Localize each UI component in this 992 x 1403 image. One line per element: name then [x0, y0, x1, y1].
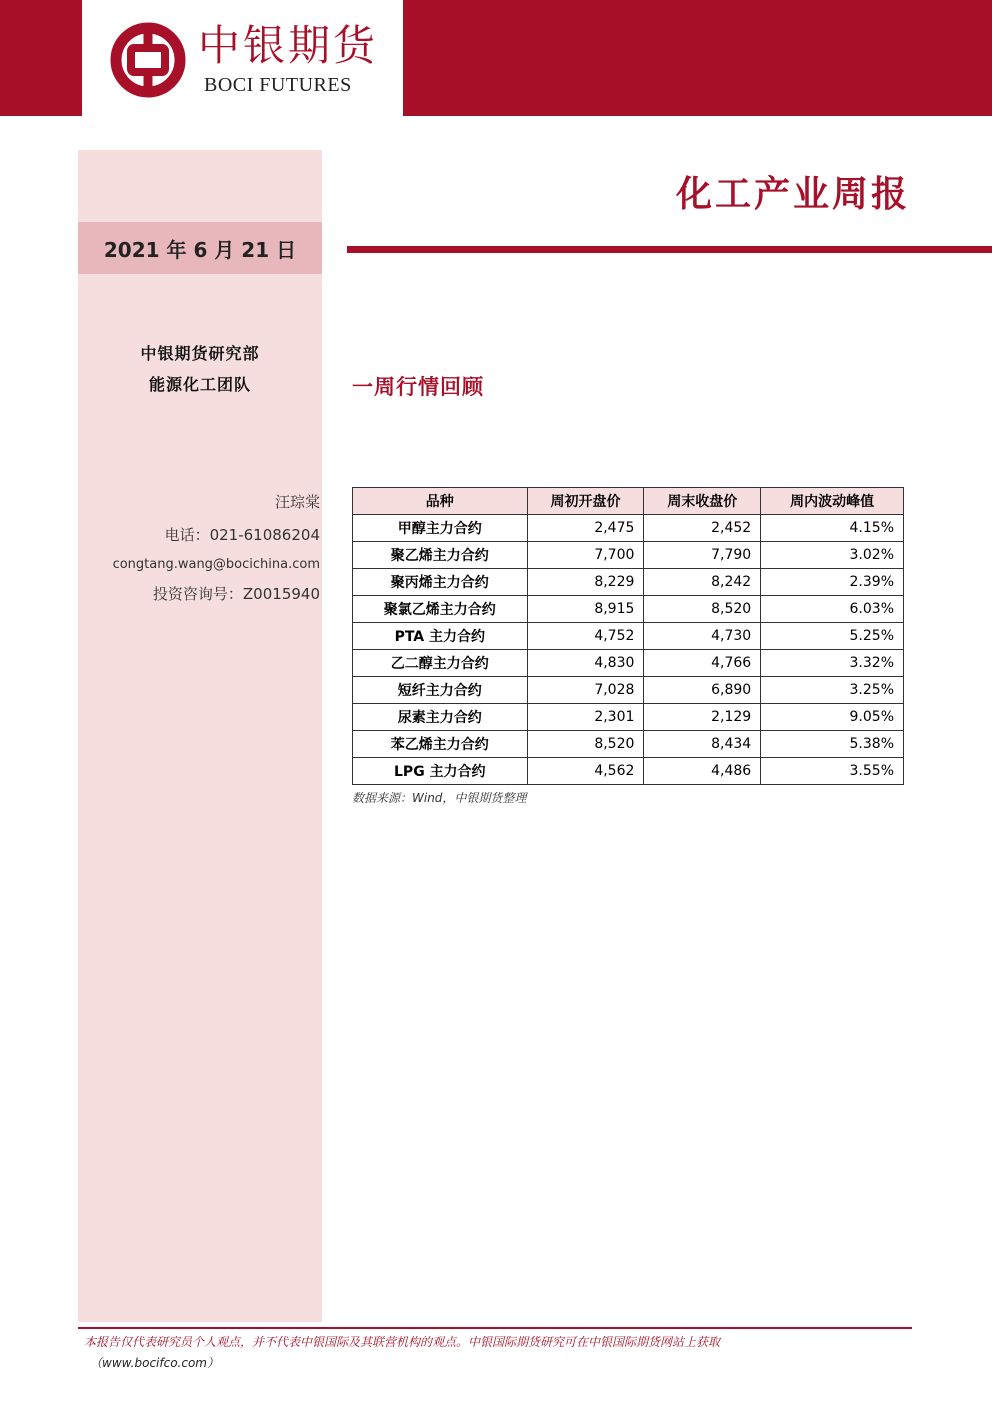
contract-name: 甲醇主力合约 — [353, 515, 528, 542]
table-header-row — [353, 488, 904, 515]
close-price: 8,242 — [644, 569, 761, 596]
report-date: 2021 年 6 月 21 日 — [103, 238, 297, 262]
open-price: 7,028 — [527, 677, 644, 704]
open-price: 8,915 — [527, 596, 644, 623]
close-price: 2,129 — [644, 704, 761, 731]
logo-english-name: BOCI FUTURES — [204, 74, 352, 96]
table-row — [353, 731, 904, 758]
contract-name: 苯乙烯主力合约 — [353, 731, 528, 758]
range-percent: 3.55% — [761, 758, 904, 785]
table-row — [353, 677, 904, 704]
open-price: 4,562 — [527, 758, 644, 785]
contract-name: 短纤主力合约 — [353, 677, 528, 704]
column-header-range: 周内波动峰值 — [761, 488, 904, 515]
logo-chinese-name: 中银期货 — [198, 21, 379, 70]
sidebar-panel — [78, 150, 322, 1322]
table-row — [353, 650, 904, 677]
range-percent: 3.25% — [761, 677, 904, 704]
contract-name: LPG 主力合约 — [353, 758, 528, 785]
open-price: 8,229 — [527, 569, 644, 596]
range-percent: 2.39% — [761, 569, 904, 596]
table-row — [353, 569, 904, 596]
range-percent: 3.32% — [761, 650, 904, 677]
contract-name: PTA 主力合约 — [353, 623, 528, 650]
column-header-open: 周初开盘价 — [527, 488, 644, 515]
report-title: 化工产业周报 — [675, 174, 910, 215]
header-band-right — [403, 0, 992, 116]
analyst-email[interactable]: congtang.wang@bocichina.com — [112, 557, 320, 572]
open-price: 8,520 — [527, 731, 644, 758]
close-price: 7,790 — [644, 542, 761, 569]
contract-name: 聚丙烯主力合约 — [353, 569, 528, 596]
range-percent: 4.15% — [761, 515, 904, 542]
close-price: 6,890 — [644, 677, 761, 704]
license-number: 投资咨询号：Z0015940 — [152, 585, 320, 603]
open-price: 2,475 — [527, 515, 644, 542]
contract-name: 聚氯乙烯主力合约 — [353, 596, 528, 623]
range-percent: 9.05% — [761, 704, 904, 731]
column-header-close: 周末收盘价 — [644, 488, 761, 515]
table-row — [353, 596, 904, 623]
open-price: 7,700 — [527, 542, 644, 569]
close-price: 4,730 — [644, 623, 761, 650]
open-price: 2,301 — [527, 704, 644, 731]
table-row — [353, 758, 904, 785]
open-price: 4,830 — [527, 650, 644, 677]
table-row — [353, 704, 904, 731]
price-table — [352, 487, 904, 785]
section-title: 一周行情回顾 — [352, 375, 484, 399]
column-header-name: 品种 — [353, 488, 528, 515]
analyst-name: 汪琮棠 — [274, 493, 320, 511]
range-percent: 5.38% — [761, 731, 904, 758]
range-percent: 5.25% — [761, 623, 904, 650]
table-row — [353, 515, 904, 542]
contract-name: 聚乙烯主力合约 — [353, 542, 528, 569]
contract-name: 乙二醇主力合约 — [353, 650, 528, 677]
header-band-left — [0, 0, 82, 116]
title-rule — [347, 246, 992, 253]
table-row — [353, 623, 904, 650]
data-source-note: 数据来源：Wind，中银期货整理 — [352, 791, 527, 805]
department-name: 中银期货研究部 — [140, 344, 260, 363]
close-price: 8,520 — [644, 596, 761, 623]
boc-logo-icon — [110, 22, 186, 98]
footer-website-link[interactable]: （www.bocifco.com） — [90, 1356, 219, 1370]
open-price: 4,752 — [527, 623, 644, 650]
close-price: 8,434 — [644, 731, 761, 758]
table-row — [353, 542, 904, 569]
close-price: 4,766 — [644, 650, 761, 677]
footer-disclaimer: 本报告仅代表研究员个人观点，并不代表中银国际及其联营机构的观点。中银国际期货研究可在中银国际期货网站上获取 — [84, 1335, 721, 1349]
contract-name: 尿素主力合约 — [353, 704, 528, 731]
range-percent: 6.03% — [761, 596, 904, 623]
analyst-phone: 电话：021-61086204 — [164, 526, 320, 544]
footer-rule — [78, 1327, 912, 1329]
close-price: 2,452 — [644, 515, 761, 542]
range-percent: 3.02% — [761, 542, 904, 569]
team-name: 能源化工团队 — [148, 375, 251, 394]
close-price: 4,486 — [644, 758, 761, 785]
